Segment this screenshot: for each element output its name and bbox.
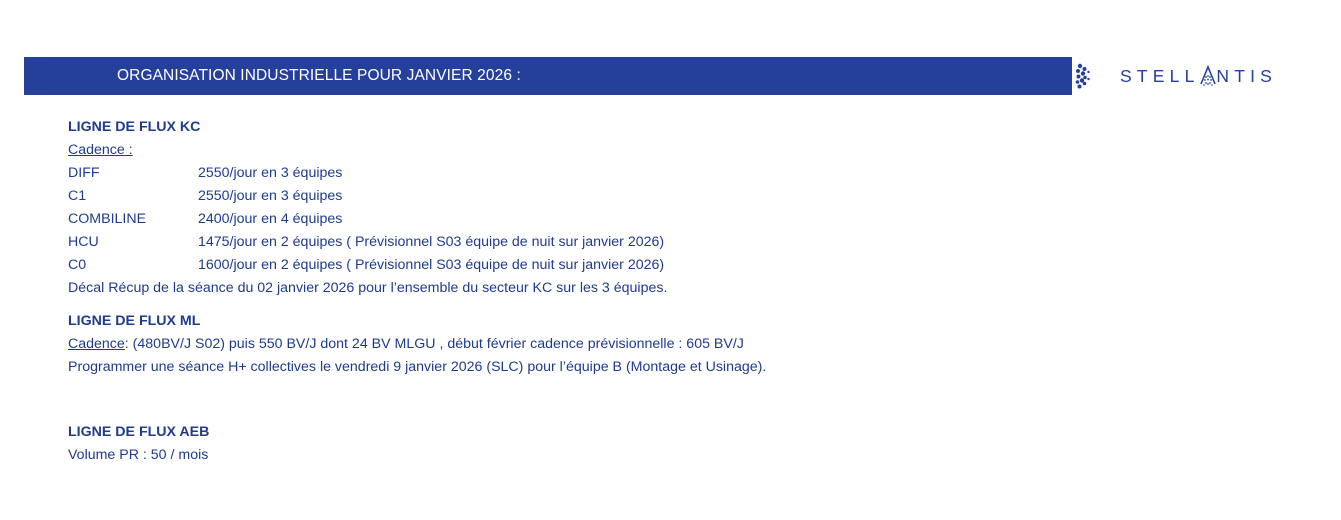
ml-note: Programmer une séance H+ collectives le vendredi 9 janvier 2026 (SLC) pour l’équipe B (Montage et Usinage). [68,359,767,375]
kc-row-value: 1600/jour en 2 équipes ( Prévisionnel S03 équipe de nuit sur janvier 2026) [198,257,665,273]
aeb-volume: Volume PR : 50 / mois [68,447,209,463]
kc-row [68,231,1288,254]
kc-row [68,208,1288,231]
ml-cadence-line [68,333,1288,356]
kc-section-title: LIGNE DE FLUX KC [68,119,201,135]
logo-wordmark-a [1200,57,1217,95]
logo-wordmark-end: NTIS [1216,66,1278,86]
kc-row-label: C1 [68,188,87,204]
kc-row-value: 2400/jour en 4 équipes [198,211,343,227]
kc-row-value: 2550/jour en 3 équipes [198,165,343,181]
kc-row [68,254,1288,277]
document-body [68,116,1288,467]
kc-row-label: COMBILINE [68,211,147,227]
kc-row-label: HCU [68,234,99,250]
logo-dots-icon [1074,57,1098,95]
ml-cadence-label: Cadence [68,336,125,352]
aeb-section-title: LIGNE DE FLUX AEB [68,424,210,440]
header-band [24,57,1072,95]
kc-row [68,185,1288,208]
logo-wordmark-start: STELL [1120,66,1200,86]
kc-row-label: DIFF [68,165,100,181]
logo-a-star-icon [1200,57,1216,95]
kc-row-value: 1475/jour en 2 équipes ( Prévisionnel S03 équipe de nuit sur janvier 2026) [198,234,665,250]
kc-note: Décal Récup de la séance du 02 janvier 2026 pour l’ensemble du secteur KC sur les 3 équipes. [68,280,668,296]
kc-row-value: 2550/jour en 3 équipes [198,188,343,204]
kc-row [68,162,1288,185]
logo-wordmark [1120,57,1277,95]
page-title: ORGANISATION INDUSTRIELLE POUR JANVIER 2026 : [117,67,521,84]
kc-row-label: C0 [68,257,87,273]
stellantis-logo [1072,57,1341,95]
ml-cadence-text: : (480BV/J S02) puis 550 BV/J dont 24 BV MLGU , début février cadence prévisionnelle : 605 BV/J [124,336,744,352]
ml-section-title: LIGNE DE FLUX ML [68,313,201,329]
kc-cadence-label: Cadence : [68,142,133,158]
